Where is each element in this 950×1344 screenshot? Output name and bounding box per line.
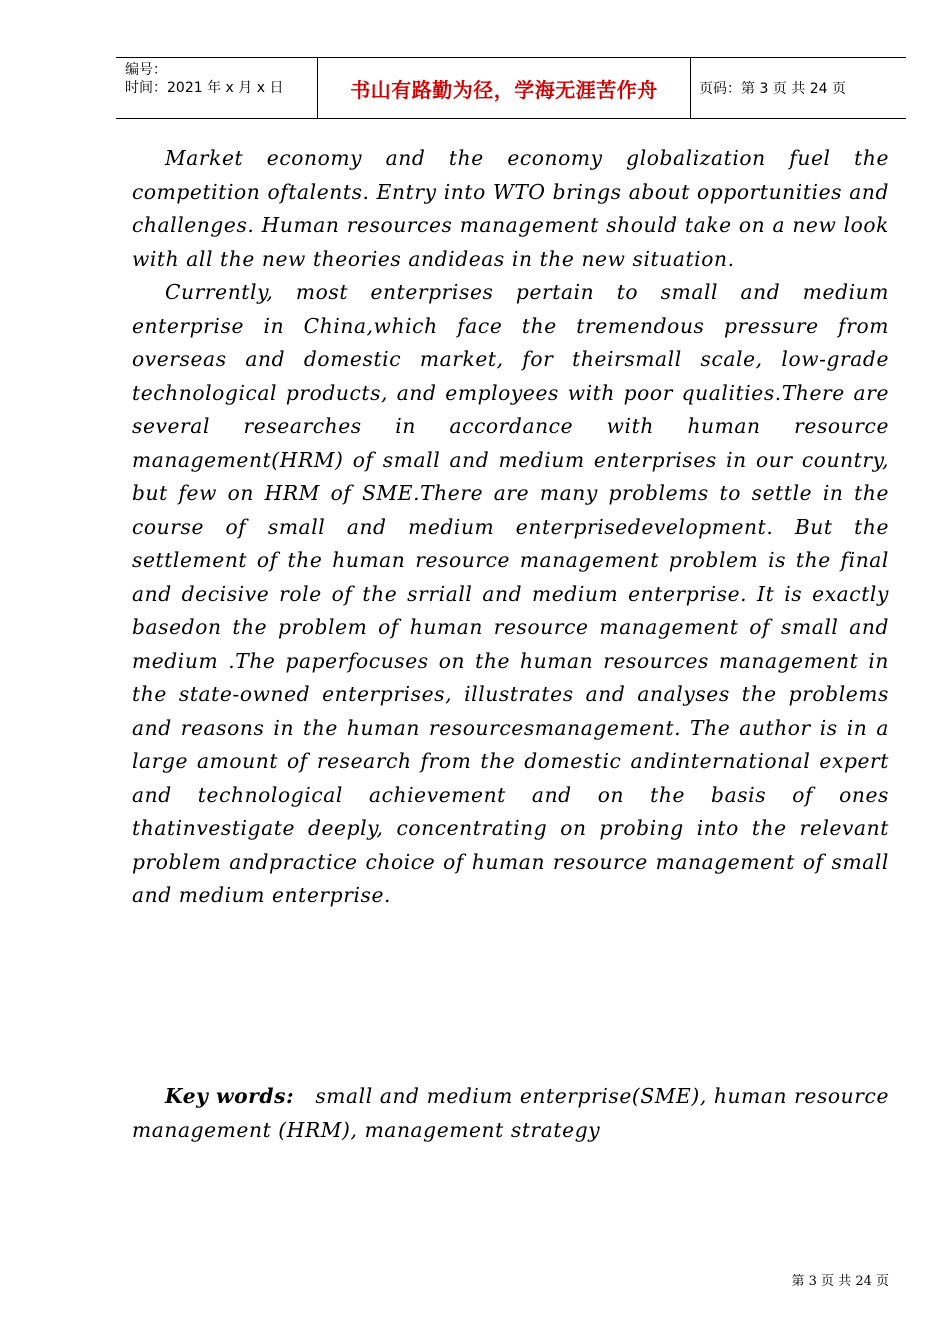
abstract-paragraph-2: Currently, most enterprises pertain to small and medium enterprise in China,which face the tremendous pressure from overseas and domestic market, for theirsmall scale, low-grade technological products, and employees with poor qualities.There are several researches in accordance with human resource management(HRM) of small and medium enterprises in our country, but few on HRM of SME.There are many problems to settle in the course of small and medium enterprisedevelopment. But the settlement of the human resource management problem is the final and decisive role of the srriall and medium enterprise. It is exactly basedon the problem of human resource management of small and medium .The paperfocuses on the human resources management in the state-owned enterprises, illustrates and analyses the problems and reasons in the human resourcesmanagement. The author is in a large amount of research from the domestic andinternational expert and technological achievement and on the basis of ones thatinvestigate deeply, concentrating on probing into the relevant problem andpractice choice of human resource management of small and medium enterprise.	[132, 280, 889, 907]
document-number-label: 编号：	[125, 62, 167, 78]
keywords-label: Key words:	[165, 1084, 295, 1108]
abstract-paragraph-1: Market economy and the economy globalization fuel the competition oftalents. Entry into WTO brings about opportunities and challenges. Human resources management should take on a new look with all the new theories andideas in the new situation.	[132, 146, 889, 271]
header-meta-cell	[116, 58, 318, 118]
document-header	[116, 57, 906, 119]
document-date-label: 时间：2021 年 x 月 x 日	[125, 80, 284, 96]
header-motto: 书山有路勤为径，学海无涯苦作舟	[318, 58, 691, 118]
keywords-section	[132, 1080, 889, 1147]
header-page-number: 页码：第 3 页 共 24 页	[699, 81, 846, 97]
keywords-text: small and medium enterprise(SME), human resource management (HRM), management strategy	[132, 1084, 889, 1142]
page-footer: 第 3 页 共 24 页	[791, 1274, 889, 1289]
abstract-body	[132, 142, 889, 913]
keywords-paragraph	[132, 1080, 889, 1147]
